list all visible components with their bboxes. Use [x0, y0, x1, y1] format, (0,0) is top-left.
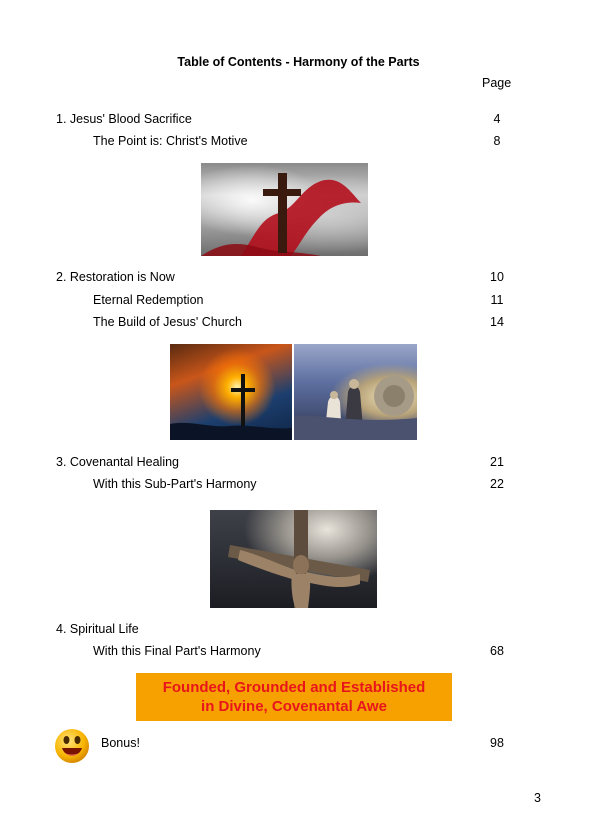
- toc-entry-sub-part-harmony: With this Sub-Part's Harmony: [93, 477, 257, 491]
- toc-entry-build-of-church: The Build of Jesus' Church: [93, 315, 242, 329]
- toc-page-sub-part-harmony: 22: [490, 477, 504, 491]
- toc-entry-final-part-harmony: With this Final Part's Harmony: [93, 644, 261, 658]
- toc-entry-part-1: 1. Jesus' Blood Sacrifice: [56, 112, 192, 126]
- stormy-sky-cross-image: [170, 344, 292, 440]
- toc-page-part-1: 4: [493, 112, 501, 126]
- motto-banner: [136, 673, 452, 721]
- banner-line-1: Founded, Grounded and Established: [162, 679, 426, 696]
- toc-page-christs-motive: 8: [493, 134, 501, 148]
- empty-tomb-image: [294, 344, 417, 440]
- toc-entry-christs-motive: The Point is: Christ's Motive: [93, 134, 248, 148]
- toc-entry-part-2: 2. Restoration is Now: [56, 270, 175, 284]
- page-number: 3: [534, 791, 541, 805]
- crucifix-image: [210, 510, 377, 608]
- toc-page-final-part-harmony: 68: [490, 644, 504, 658]
- document-title: Table of Contents - Harmony of the Parts: [177, 55, 420, 69]
- toc-entry-bonus: Bonus!: [101, 736, 140, 750]
- toc-page-build-of-church: 14: [490, 315, 504, 329]
- toc-entry-part-3: 3. Covenantal Healing: [56, 455, 179, 469]
- toc-entry-eternal-redemption: Eternal Redemption: [93, 293, 204, 307]
- page-column-header: Page: [482, 76, 512, 90]
- smiley-face-icon: [53, 727, 91, 765]
- toc-page-eternal-redemption: 11: [490, 293, 504, 307]
- toc-page-part-2: 10: [490, 270, 504, 284]
- banner-line-2: in Divine, Covenantal Awe: [201, 698, 387, 715]
- toc-entry-part-4: 4. Spiritual Life: [56, 622, 139, 636]
- toc-page-part-3: 21: [490, 455, 504, 469]
- cross-red-cloth-image: [201, 163, 368, 256]
- toc-page-bonus: 98: [490, 736, 504, 750]
